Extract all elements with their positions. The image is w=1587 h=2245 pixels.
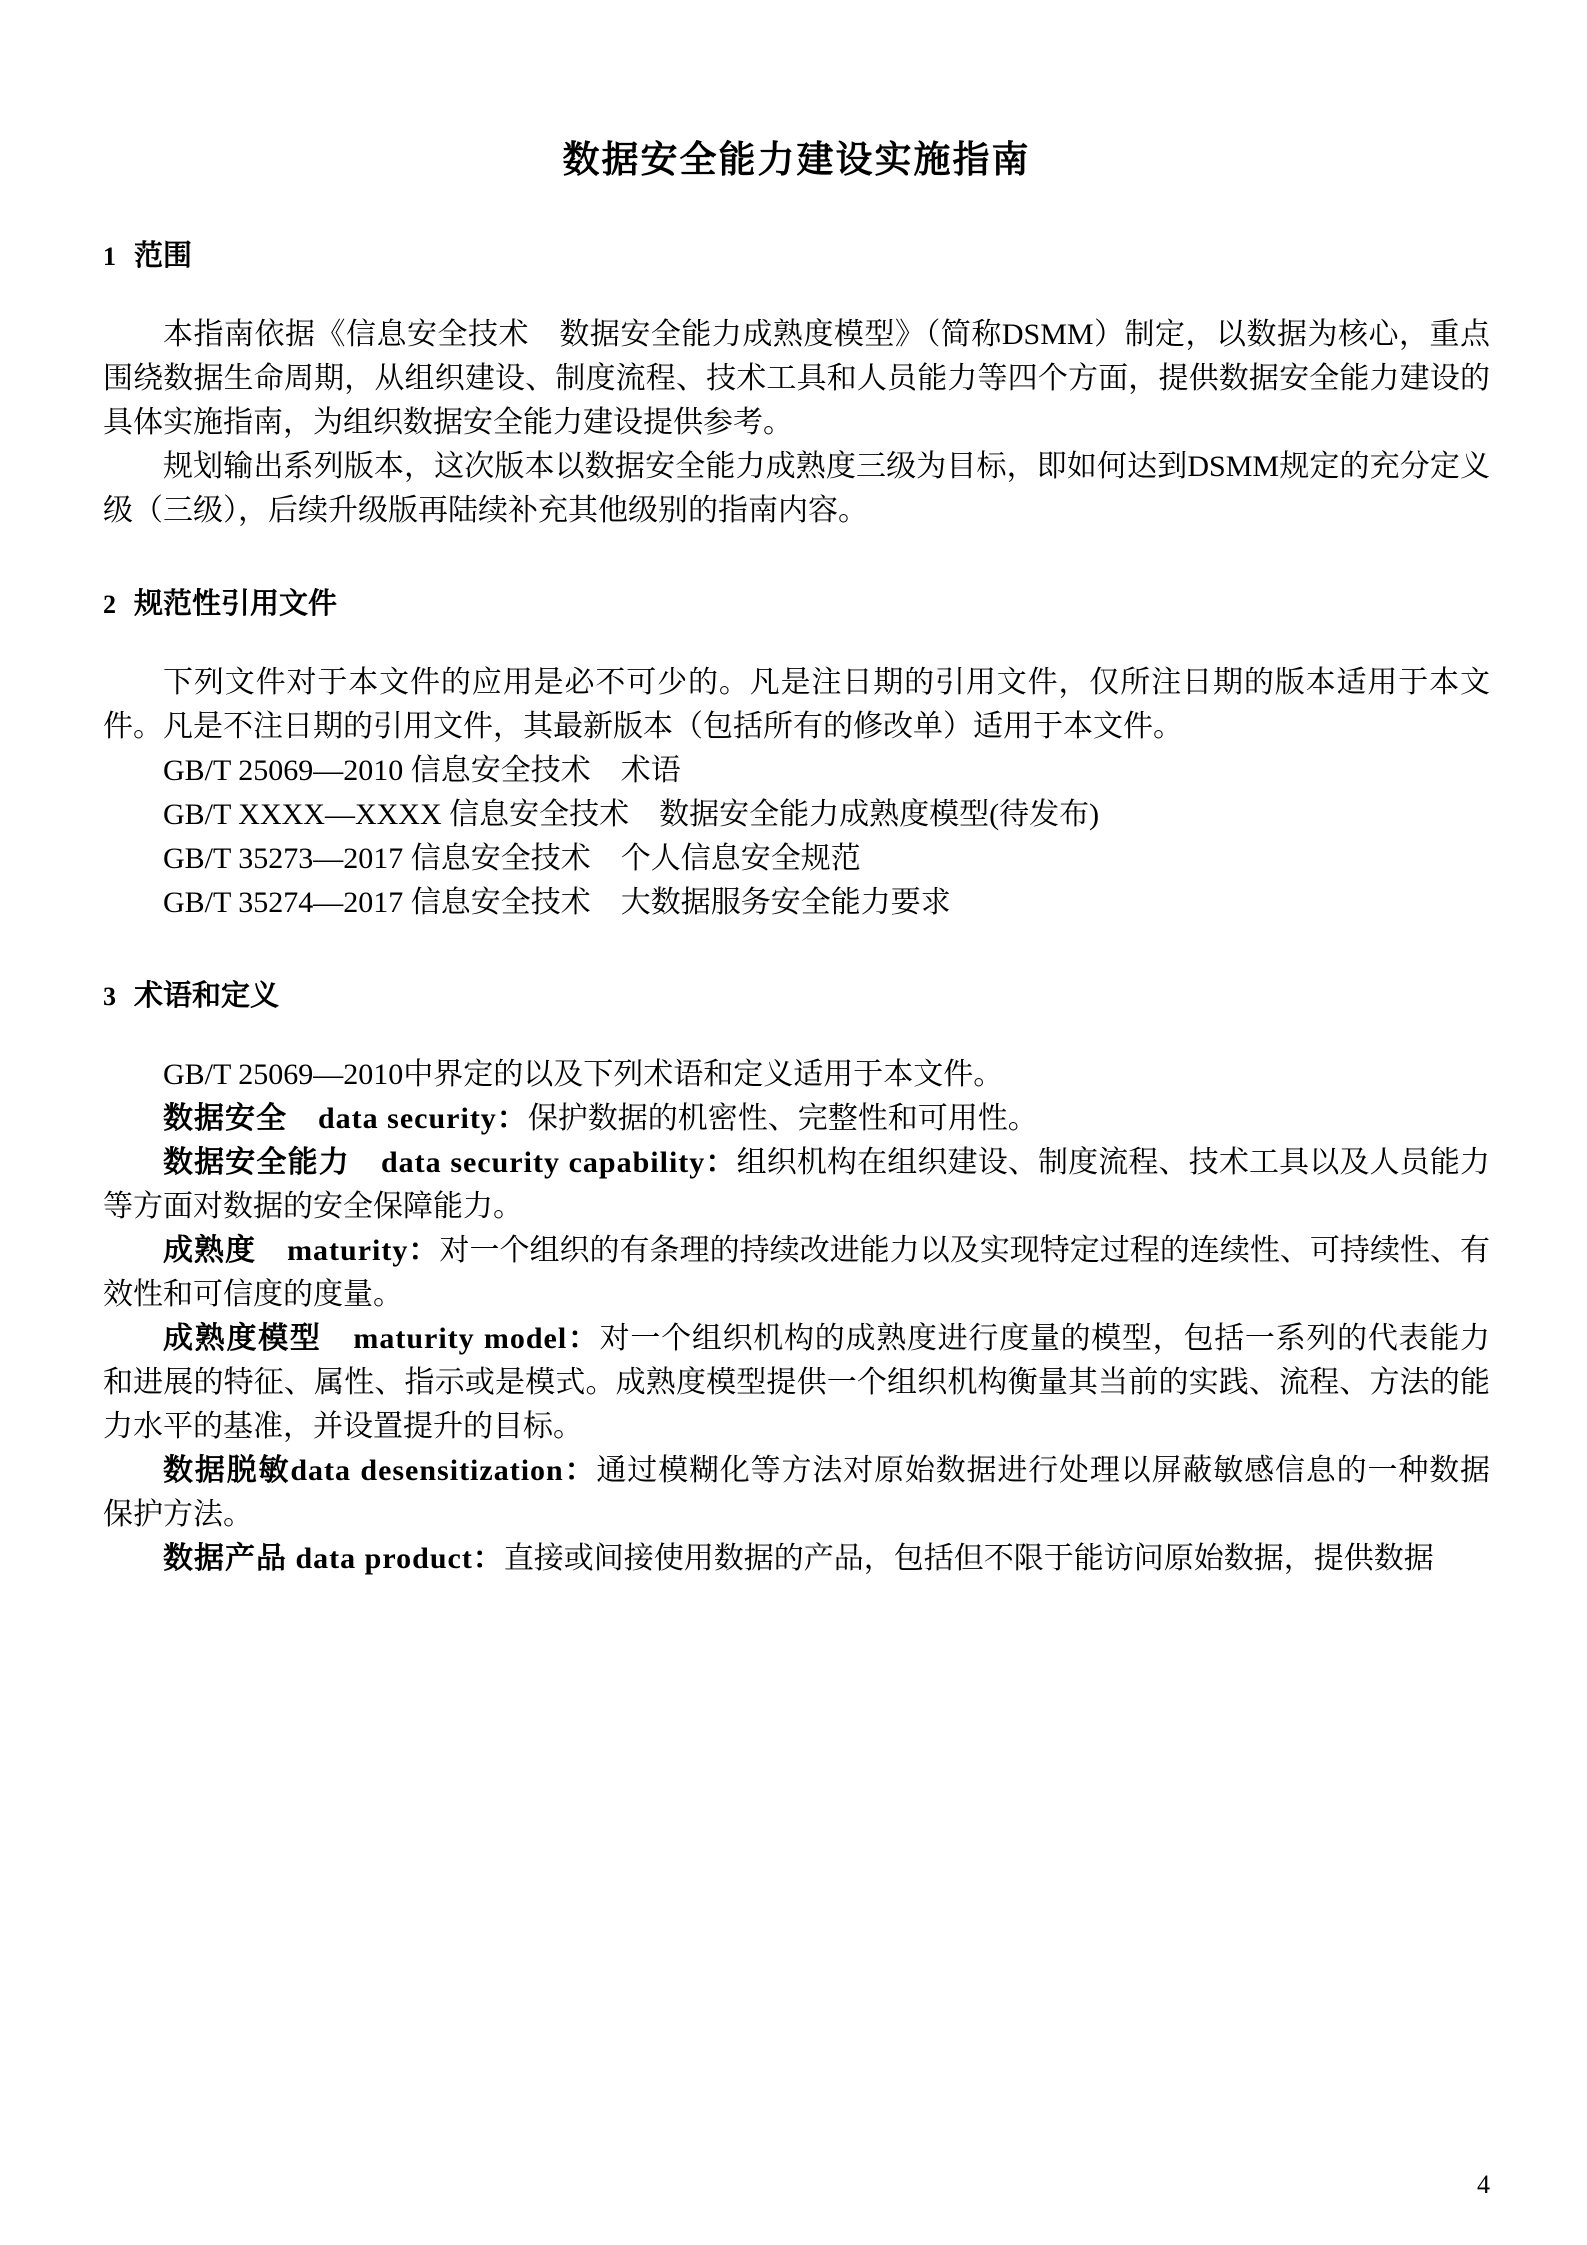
reference-item-1: GB/T 25069—2010 信息安全技术 术语 [163, 754, 681, 787]
section-1-number: 1 [103, 242, 116, 271]
term-def-maturity: 对一个组织的有条理的持续改进能力以及实现特定过程的连续性、可持续性、有效性和可信度的度量。 [103, 1234, 1491, 1311]
term-name-data-security: 数据安全 data security： [163, 1102, 528, 1135]
term-data-desensitization [103, 1449, 1490, 1537]
document-title: 数据安全能力建设实施指南 [562, 139, 1031, 180]
term-name-data-product: 数据产品 data product： [163, 1542, 504, 1575]
section-normative-references [103, 583, 1490, 925]
section-scope [103, 235, 1490, 533]
term-data-security-capability [103, 1141, 1490, 1229]
paragraph-references-intro: 下列文件对于本文件的应用是必不可少的。凡是注日期的引用文件，仅所注日期的版本适用于本文件。凡是不注日期的引用文件，其最新版本（包括所有的修改单）适用于本文件。 [103, 666, 1490, 743]
term-def-data-desensitization: 通过模糊化等方法对原始数据进行处理以屏蔽敏感信息的一种数据保护方法。 [103, 1454, 1491, 1531]
section-2-heading [103, 583, 1490, 626]
term-maturity-model [103, 1317, 1490, 1449]
section-1-heading [103, 235, 1490, 278]
section-3-title: 术语和定义 [134, 980, 280, 1012]
term-def-data-security-capability: 组织机构在组织建设、制度流程、技术工具以及人员能力等方面对数据的安全保障能力。 [103, 1146, 1490, 1223]
paragraph-scope-2: 规划输出系列版本，这次版本以数据安全能力成熟度三级为目标，即如何达到DSMM规定的充分定义级（三级），后续升级版再陆续补充其他级别的指南内容。 [103, 450, 1490, 527]
reference-item-2: GB/T XXXX—XXXX 信息安全技术 数据安全能力成熟度模型(待发布) [163, 798, 1100, 831]
term-name-maturity: 成熟度 maturity： [163, 1234, 440, 1267]
paragraph-scope-1: 本指南依据《信息安全技术 数据安全能力成熟度模型》（简称DSMM）制定，以数据为核心，重点围绕数据生命周期，从组织建设、制度流程、技术工具和人员能力等四个方面，提供数据安全能力建设的具体实施指南，为组织数据安全能力建设提供参考。 [103, 318, 1490, 439]
section-2-number: 2 [103, 590, 116, 619]
section-2-title: 规范性引用文件 [134, 588, 338, 620]
reference-item-3: GB/T 35273—2017 信息安全技术 个人信息安全规范 [163, 842, 861, 875]
paragraph-terms-intro: GB/T 25069—2010中界定的以及下列术语和定义适用于本文件。 [163, 1058, 1004, 1091]
term-data-product [103, 1537, 1490, 1581]
term-data-security [103, 1097, 1490, 1141]
page-number: 4 [1477, 2170, 1490, 2199]
section-1-title: 范围 [134, 240, 193, 272]
section-terms-definitions [103, 975, 1490, 1581]
section-3-number: 3 [103, 982, 116, 1011]
term-name-data-security-capability: 数据安全能力 data security capability： [163, 1146, 737, 1179]
reference-list [103, 749, 1490, 925]
term-def-data-security: 保护数据的机密性、完整性和可用性。 [527, 1102, 1038, 1135]
section-3-heading [103, 975, 1490, 1018]
term-def-data-product: 直接或间接使用数据的产品，包括但不限于能访问原始数据，提供数据 [503, 1542, 1434, 1575]
term-maturity [103, 1229, 1490, 1317]
term-name-data-desensitization: 数据脱敏data desensitization： [163, 1454, 597, 1487]
reference-item-4: GB/T 35274—2017 信息安全技术 大数据服务安全能力要求 [163, 886, 951, 919]
term-name-maturity-model: 成熟度模型 maturity model： [163, 1322, 600, 1355]
term-def-maturity-model: 对一个组织机构的成熟度进行度量的模型，包括一系列的代表能力和进展的特征、属性、指示或是模式。成熟度模型提供一个组织机构衡量其当前的实践、流程、方法的能力水平的基准，并设置提升的目标。 [103, 1322, 1490, 1443]
